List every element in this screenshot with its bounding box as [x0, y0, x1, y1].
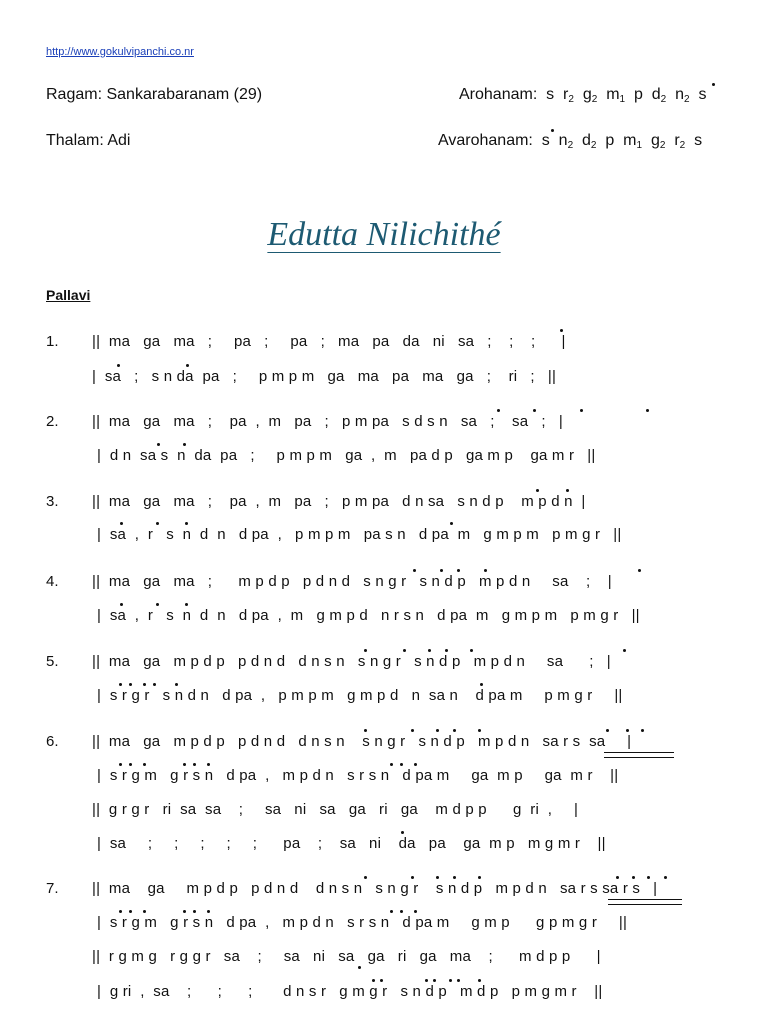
verse-number: 6. [46, 733, 59, 750]
section-heading-pallavi: Pallavi [46, 287, 91, 303]
upper-octave-dot [401, 831, 404, 834]
upper-octave-dot [193, 763, 196, 766]
upper-octave-dot [364, 876, 367, 879]
upper-octave-dot [400, 763, 403, 766]
notation-line: || ma ga ma ; pa ; pa ; ma pa da ni sa ; ; ; | [92, 333, 566, 350]
notation-line: | d n sa s n da pa ; p m p m ga , m pa d p ga m p ga m r || [97, 447, 596, 464]
notation-line: || g r g r ri sa sa ; sa ni sa ga ri ga m d p p g ri , | [92, 801, 579, 818]
upper-octave-dot [185, 603, 188, 606]
upper-octave-dot [143, 910, 146, 913]
upper-octave-dot [647, 876, 650, 879]
notation-line: | sa , r s n d n d pa , p m p m pa s n d pa m g m p m p m g r || [97, 526, 622, 543]
upper-octave-dot [193, 910, 196, 913]
upper-octave-dot [364, 729, 367, 732]
song-title: Edutta Nilichithé [267, 216, 501, 253]
double-underline-mark [608, 899, 682, 905]
upper-octave-dot [453, 729, 456, 732]
notation-line: | g ri , sa ; ; ; d n s r g m g r s n d p m d p p m g m r || [97, 983, 603, 1000]
upper-octave-dot [156, 522, 159, 525]
upper-octave-dot [457, 569, 460, 572]
upper-octave-dot [433, 979, 436, 982]
upper-octave-dot [566, 489, 569, 492]
arohanam-label: Arohanam: [459, 86, 538, 103]
upper-octave-dot [400, 910, 403, 913]
upper-octave-dot [428, 649, 431, 652]
upper-octave-dot [497, 409, 500, 412]
upper-octave-dot [129, 683, 132, 686]
upper-octave-dot [153, 683, 156, 686]
lower-octave-dot [358, 966, 361, 969]
notation-line: || r g m g r g g r sa ; sa ni sa ga ri ga ma ; m d p p | [92, 948, 601, 965]
upper-octave-dot [623, 649, 626, 652]
upper-octave-dot [119, 683, 122, 686]
upper-octave-dot [411, 876, 414, 879]
upper-octave-dot [185, 522, 188, 525]
notation-line: || ma ga m p d p p d n d d n s n s n g r s n d p m p d n sa r s sa r s | [92, 880, 658, 897]
upper-octave-dot [638, 569, 641, 572]
upper-octave-dot [380, 979, 383, 982]
notation-line: || ma ga m p d p p d n d d n s n s n g r s n d p m p d n sa r s sa | [92, 733, 632, 750]
upper-octave-dot [425, 979, 428, 982]
upper-octave-dot [626, 729, 629, 732]
upper-octave-dot [445, 649, 448, 652]
notation-line: | s r g r s n d n d pa , p m p m g m p d n sa n d pa m p m g r || [97, 687, 623, 704]
upper-octave-dot [450, 522, 453, 525]
upper-octave-dot [664, 876, 667, 879]
upper-octave-dot [120, 522, 123, 525]
upper-octave-dot [580, 409, 583, 412]
upper-octave-dot [457, 979, 460, 982]
upper-octave-dot [414, 910, 417, 913]
notation-line: | sa ; s n da pa ; p m p m ga ma pa ma ga ; ri ; || [92, 368, 557, 385]
upper-octave-dot [183, 910, 186, 913]
notation-line: || ma ga ma ; pa , m pa ; p m pa s d s n sa ; sa ; | [92, 413, 563, 430]
upper-octave-dot [207, 910, 210, 913]
verse-number: 5. [46, 653, 59, 670]
upper-octave-dot [175, 683, 178, 686]
notation-line: | s r g m g r s n d pa , m p d n s r s n d pa m ga m p ga m r || [97, 767, 619, 784]
verse-number: 1. [46, 333, 59, 350]
upper-octave-dot [207, 763, 210, 766]
upper-octave-dot [143, 683, 146, 686]
verse-number: 7. [46, 880, 59, 897]
upper-octave-dot [478, 729, 481, 732]
upper-octave-dot [183, 763, 186, 766]
verse-number: 4. [46, 573, 59, 590]
ragam-label: Ragam: Sankarabaranam (29) [46, 86, 263, 103]
upper-octave-dot [156, 603, 159, 606]
avarohanam-scale: Avarohanam: s $n_2$ $d_2$ p $m_1$ $g_2$ $r_2$ s [438, 132, 703, 151]
upper-octave-dot [364, 649, 367, 652]
verse-number: 2. [46, 413, 59, 430]
upper-octave-dot [536, 489, 539, 492]
source-url-link[interactable]: http://www.gokulvipanchi.co.nr [46, 46, 194, 58]
upper-octave-dot [157, 443, 160, 446]
notation-line: || ma ga ma ; m p d p p d n d s n g r s n d p m p d n sa ; | [92, 573, 612, 590]
upper-octave-dot [129, 763, 132, 766]
upper-octave-dot [129, 910, 132, 913]
notation-line: | sa ; ; ; ; ; pa ; sa ni da pa ga m p m g m r || [97, 835, 606, 852]
avarohanam-label: Avarohanam: [438, 132, 533, 149]
upper-octave-dot [470, 649, 473, 652]
notation-line: || ma ga m p d p p d n d d n s n s n g r s n d p m p d n sa ; | [92, 653, 611, 670]
upper-octave-dot [436, 729, 439, 732]
upper-octave-dot [484, 569, 487, 572]
upper-octave-dot [453, 876, 456, 879]
upper-octave-dot [372, 979, 375, 982]
upper-octave-dot [119, 910, 122, 913]
upper-octave-dot [390, 763, 393, 766]
upper-octave-dot [440, 569, 443, 572]
upper-octave-dot [143, 763, 146, 766]
upper-octave-dot [646, 409, 649, 412]
upper-octave-dot [414, 763, 417, 766]
thalam-label: Thalam: Adi [46, 132, 131, 149]
upper-octave-dot [436, 876, 439, 879]
upper-octave-dot [616, 876, 619, 879]
upper-octave-dot [478, 876, 481, 879]
upper-octave-dot [390, 910, 393, 913]
upper-octave-dot [186, 364, 189, 367]
upper-octave-dot [480, 683, 483, 686]
upper-octave-dot [641, 729, 644, 732]
upper-octave-dot [533, 409, 536, 412]
verse-number: 3. [46, 493, 59, 510]
upper-octave-dot [117, 364, 120, 367]
double-underline-mark [604, 752, 674, 758]
upper-octave-dot [478, 979, 481, 982]
upper-octave-dot [120, 603, 123, 606]
notation-line: || ma ga ma ; pa , m pa ; p m pa d n sa s n d p m p d n | [92, 493, 586, 510]
notation-line: | sa , r s n d n d pa , m g m p d n r s n d pa m g m p m p m g r || [97, 607, 640, 624]
upper-octave-dot [403, 649, 406, 652]
upper-octave-dot [632, 876, 635, 879]
upper-octave-dot [411, 729, 414, 732]
upper-octave-dot [183, 443, 186, 446]
upper-octave-dot [560, 329, 563, 332]
arohanam-scale: Arohanam: s $r_2$ $g_2$ $m_1$ p $d_2$ $n_2$ s [459, 86, 707, 105]
upper-octave-dot [119, 763, 122, 766]
upper-octave-dot [606, 729, 609, 732]
upper-octave-dot [413, 569, 416, 572]
notation-line: | s r g m g r s n d pa , m p d n s r s n d pa m g m p g p m g r || [97, 914, 628, 931]
upper-octave-dot [449, 979, 452, 982]
